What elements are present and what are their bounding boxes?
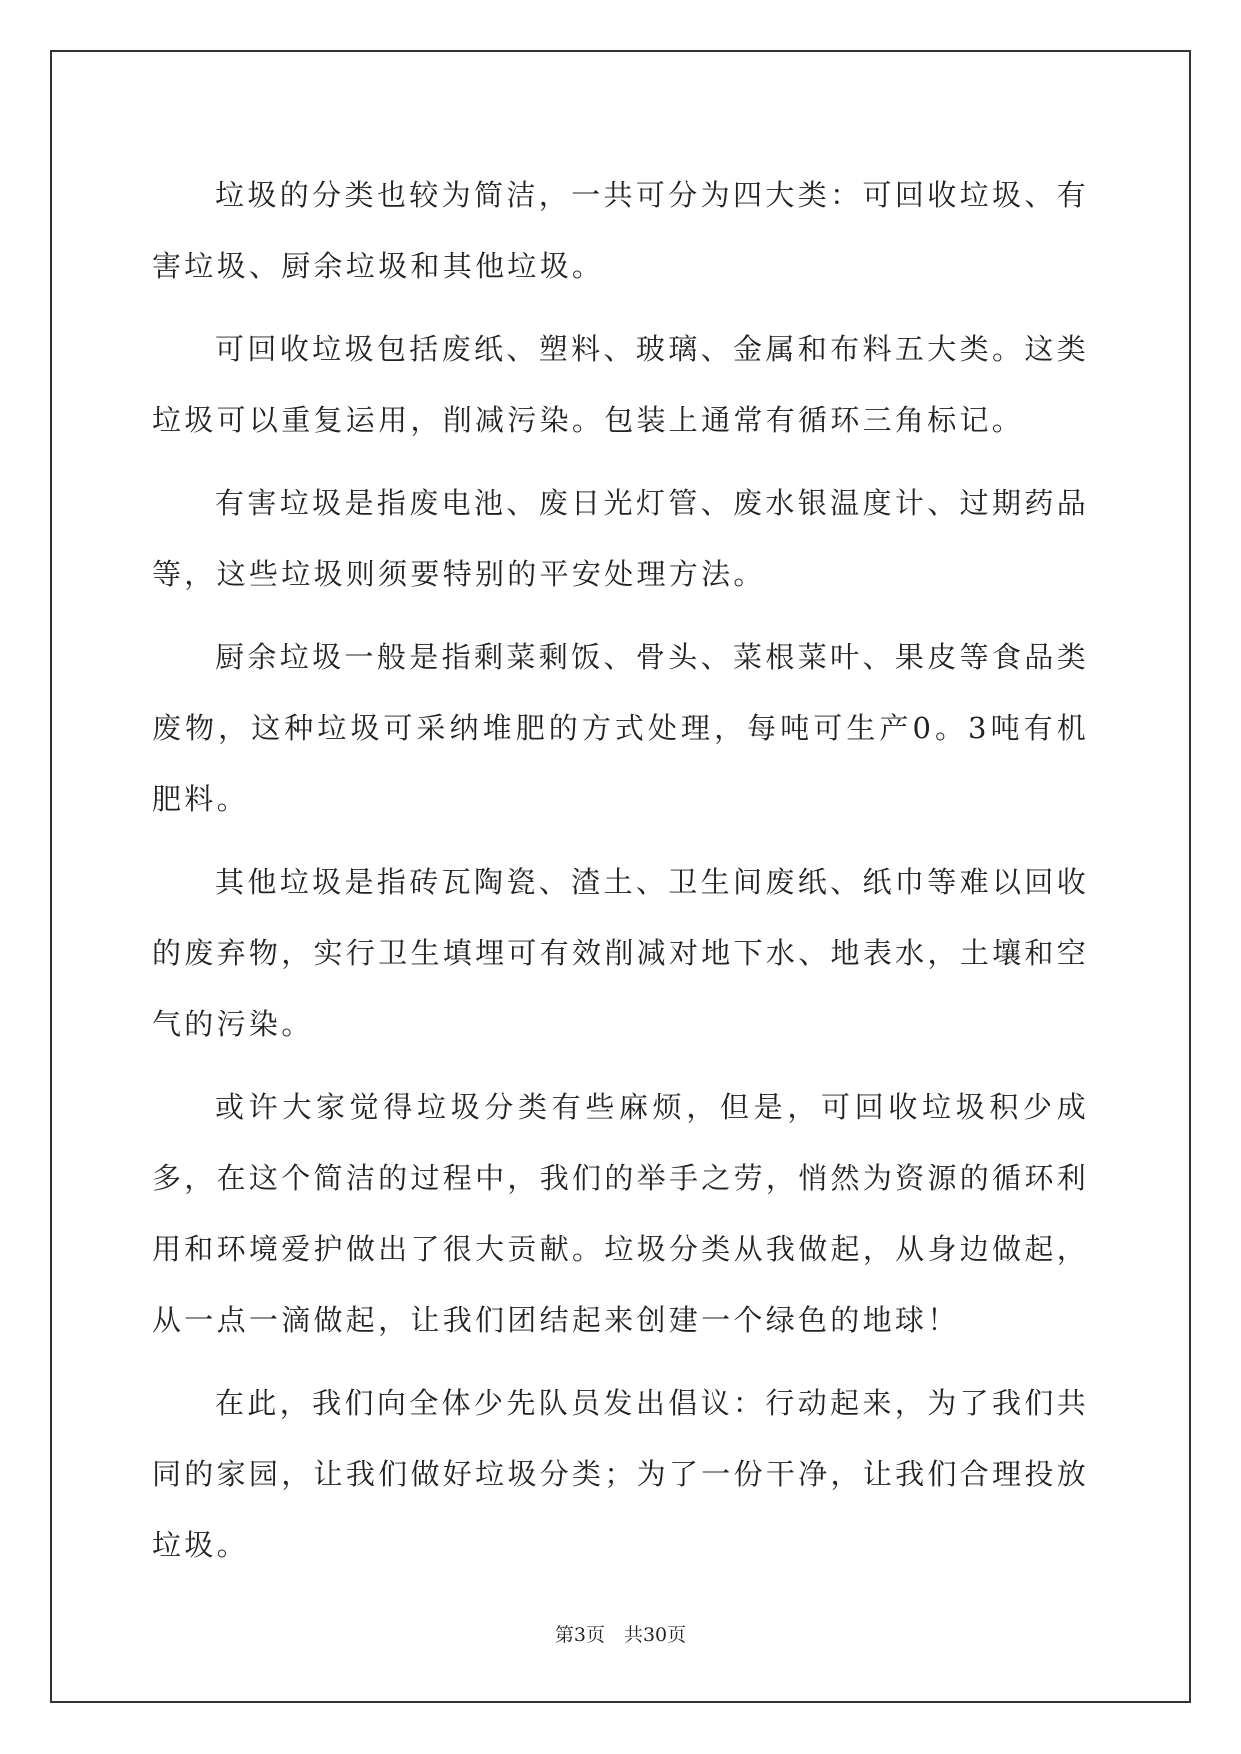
page-number-footer: 第3页 共30页 bbox=[554, 1624, 687, 1646]
paragraph-call-to-action: 或许大家觉得垃圾分类有些麻烦，但是，可回收垃圾积少成多，在这个简洁的过程中，我们的举手之劳，悄然为资源的循环利用和环境爱护做出了很大贡献。垃圾分类从我做起，从身边做起，从一点一滴做起，让我们团结起来创建一个绿色的地球！ bbox=[152, 1090, 1089, 1337]
paragraph-initiative: 在此，我们向全体少先队员发出倡议：行动起来，为了我们共同的家园，让我们做好垃圾分类；为了一份干净，让我们合理投放垃圾。 bbox=[152, 1386, 1089, 1562]
paragraph-kitchen-waste: 厨余垃圾一般是指剩菜剩饭、骨头、菜根菜叶、果皮等食品类废物，这种垃圾可采纳堆肥的方式处理，每吨可生产0。3吨有机肥料。 bbox=[152, 640, 1089, 816]
paragraph-other-waste: 其他垃圾是指砖瓦陶瓷、渣土、卫生间废纸、纸巾等难以回收的废弃物，实行卫生填埋可有效削减对地下水、地表水，土壤和空气的污染。 bbox=[152, 865, 1089, 1041]
document-body bbox=[152, 160, 1089, 1593]
paragraph-hazardous-waste: 有害垃圾是指废电池、废日光灯管、废水银温度计、过期药品等，这些垃圾则须要特别的平安处理方法。 bbox=[152, 486, 1089, 591]
paragraph-classification-overview: 垃圾的分类也较为简洁，一共可分为四大类：可回收垃圾、有害垃圾、厨余垃圾和其他垃圾。 bbox=[152, 178, 1089, 283]
paragraph-recyclable-waste: 可回收垃圾包括废纸、塑料、玻璃、金属和布料五大类。这类垃圾可以重复运用，削减污染。包装上通常有循环三角标记。 bbox=[152, 332, 1089, 437]
